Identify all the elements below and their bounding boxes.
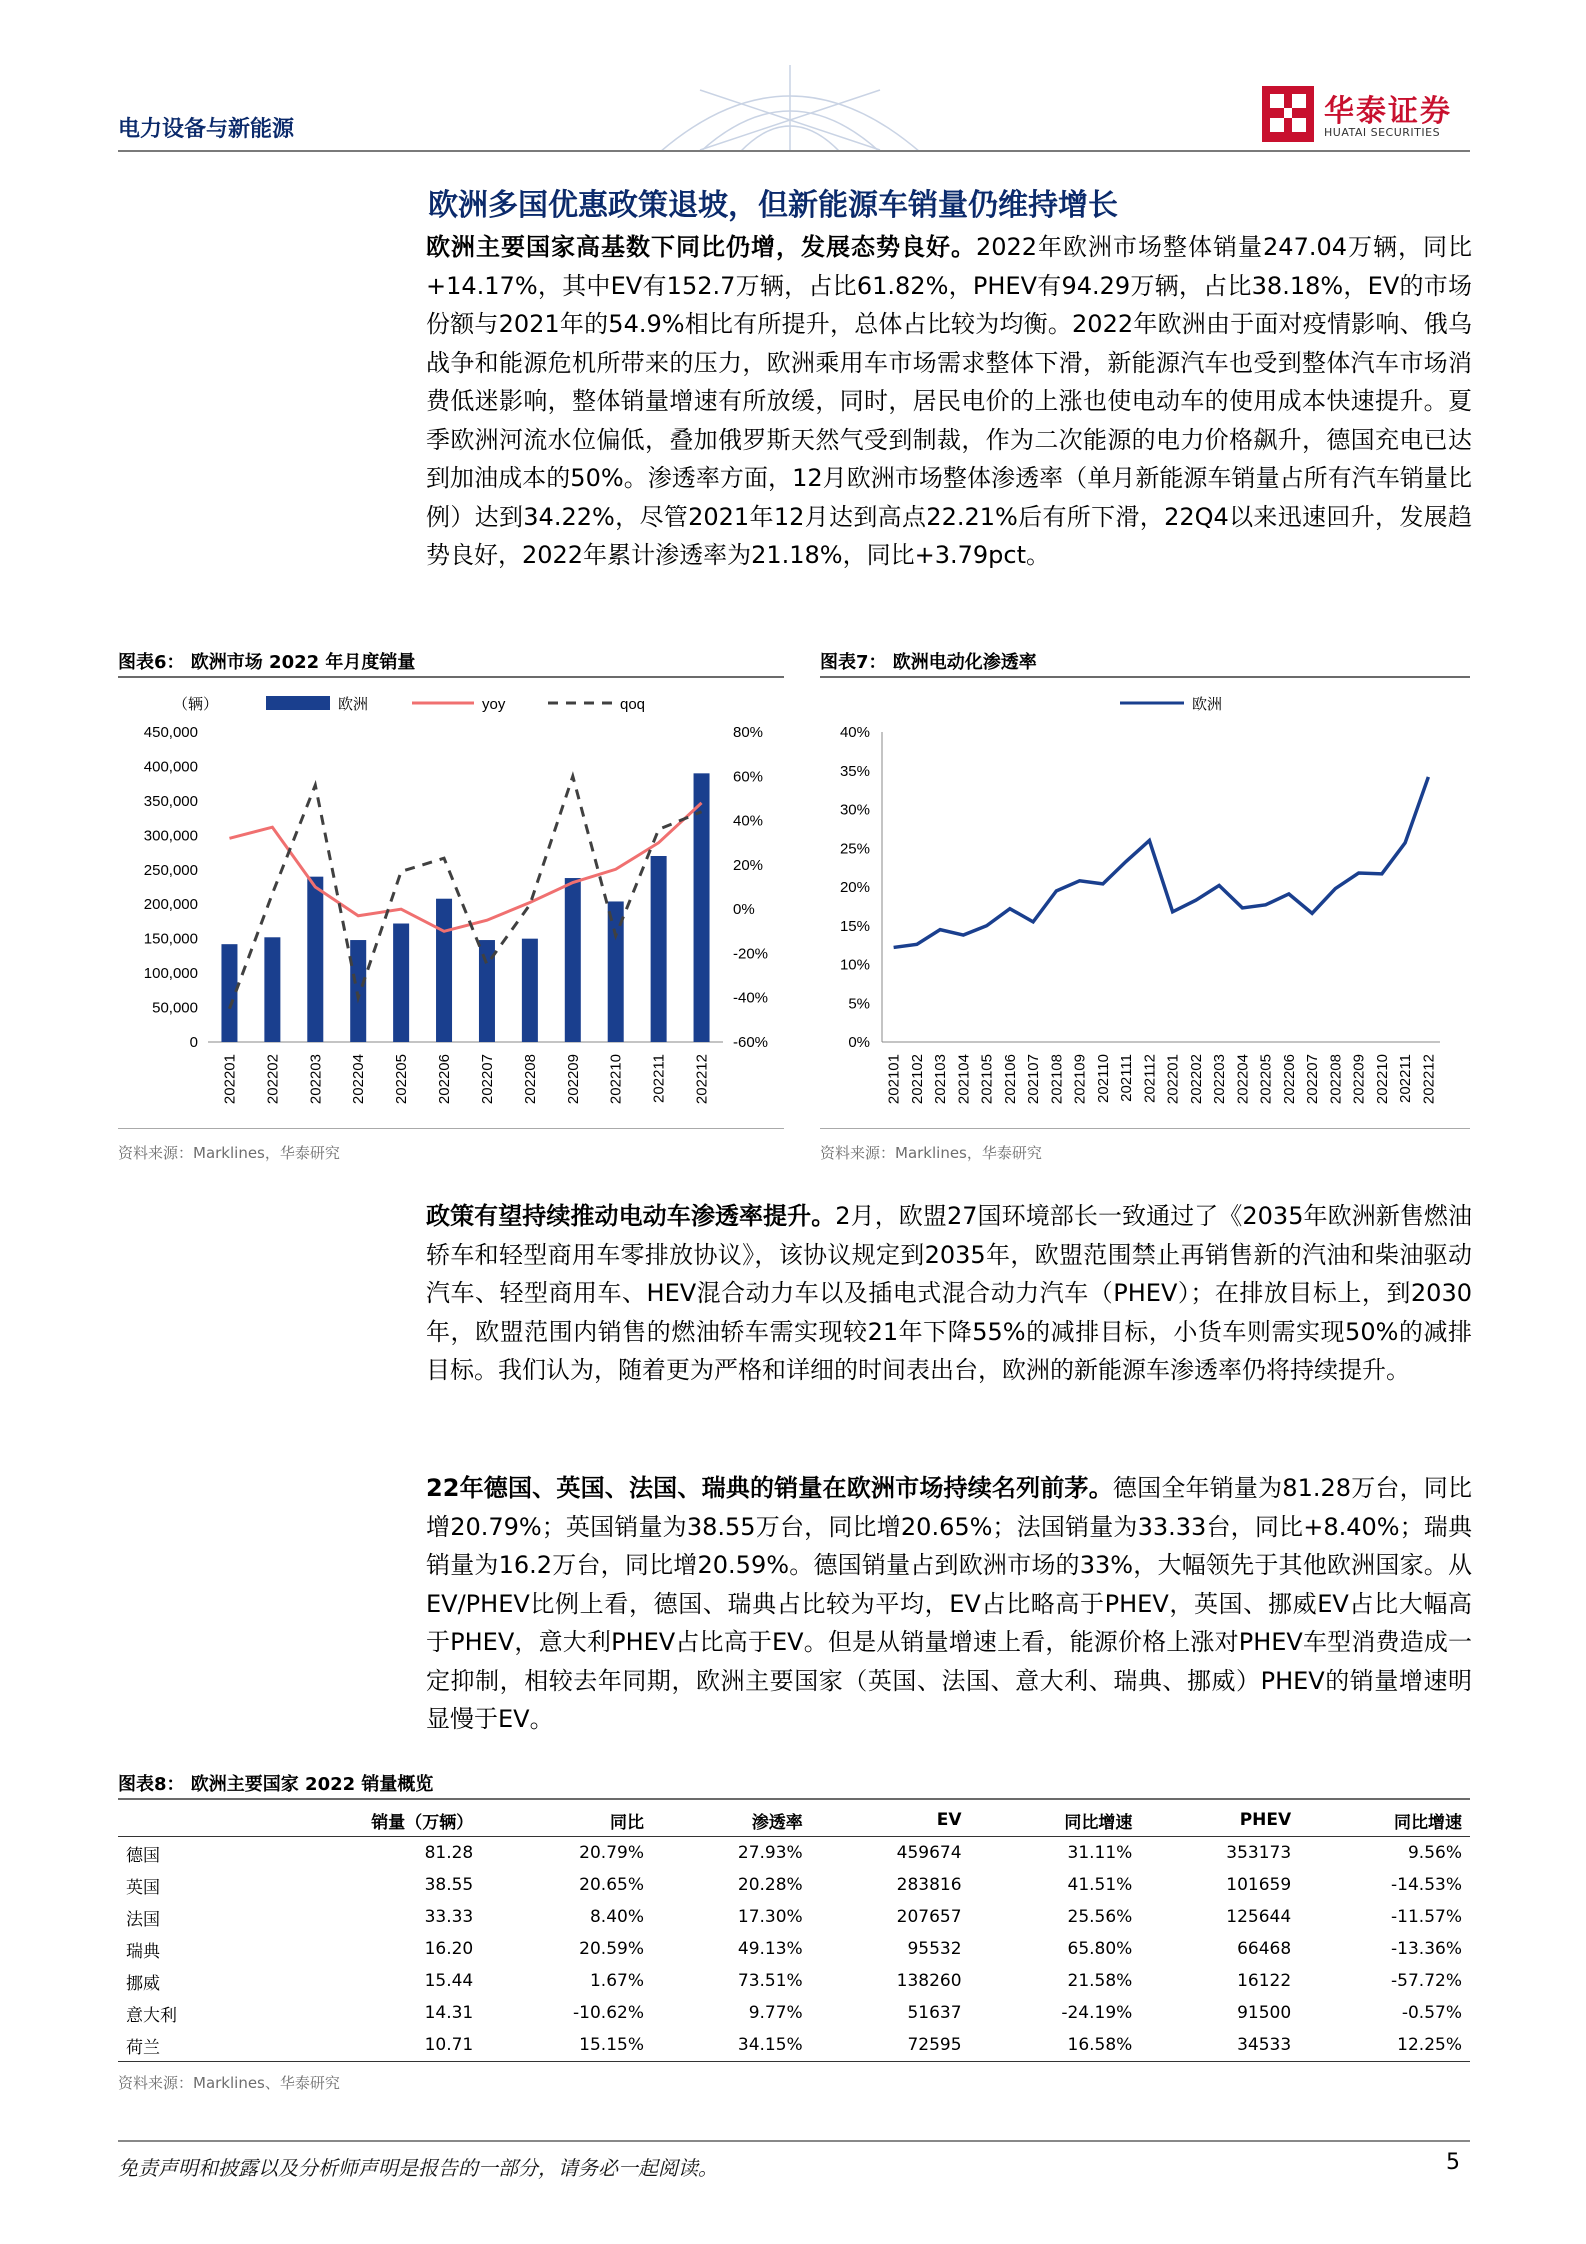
x-tick-label: 202109 xyxy=(1071,1054,1089,1105)
table-cell: 34533 xyxy=(1140,2029,1299,2062)
x-tick-label: 202107 xyxy=(1025,1054,1043,1105)
table-cell: 16122 xyxy=(1237,1971,1292,1991)
y-tick-label: 15% xyxy=(839,917,870,935)
table-cell: 12.25% xyxy=(1299,2029,1470,2062)
table-row xyxy=(118,1997,1470,2029)
y-tick-label-right: 80% xyxy=(733,724,764,741)
x-tick-label: 202212 xyxy=(693,1054,711,1105)
fig7-source: 资料来源：Marklines，华泰研究 xyxy=(820,1144,1042,1162)
page-number: 5 xyxy=(1446,2150,1460,2175)
x-tick-label: 202208 xyxy=(521,1054,539,1105)
penetration-rate-chart xyxy=(820,682,1470,1122)
penetration-line xyxy=(894,777,1429,948)
table-cell: 81.28 xyxy=(424,1843,474,1863)
y-tick-label-left: 50,000 xyxy=(152,999,198,1017)
paragraph-body: 2月，欧盟27国环境部长一致通过了《2035年欧洲新售燃油轿车和轻型商用车零排放协议》，该协议规定到2035年，欧盟范围禁止再销售新的汽油和柴油驱动汽车、轻型商用车、HEV混合动力车以及插电式混合动力汽车（PHEV）；在排放目标上，到2030年，欧盟范围内销售的燃油轿车需实现较21年下降55%的减排目标，小货车则需实现50%的减排目标。我们认为，随着更为严格和详细的时间表出台，欧洲的新能源车渗透率仍将持续提升。 xyxy=(426,1202,1473,1384)
fig6-source: 资料来源：Marklines，华泰研究 xyxy=(118,1144,340,1162)
table-cell: 283816 xyxy=(896,1875,962,1895)
x-tick-label: 202209 xyxy=(564,1054,582,1105)
country-cell: 英国 xyxy=(126,1877,160,1898)
y-tick-label-right: -20% xyxy=(733,945,769,963)
x-tick-label: 202211 xyxy=(650,1054,668,1103)
country-cell: 意大利 xyxy=(126,2005,177,2026)
table-cell: 8.40% xyxy=(589,1907,644,1927)
x-tick-label: 202103 xyxy=(932,1054,950,1105)
paragraph-lead: 欧洲主要国家高基数下同比仍增，发展态势良好。 xyxy=(426,233,976,261)
x-tick-label: 202212 xyxy=(1420,1054,1438,1105)
paragraph-policy xyxy=(426,1197,1472,1390)
table-cell: 34.15% xyxy=(652,2029,811,2062)
table-cell: 20.28% xyxy=(737,1875,803,1895)
table-cell: 16.58% xyxy=(970,2029,1141,2062)
table-cell: -14.53% xyxy=(1391,1875,1462,1895)
table-cell: 207657 xyxy=(896,1907,962,1927)
y-tick-label-right: -40% xyxy=(733,989,769,1007)
country-cell: 瑞典 xyxy=(126,1941,160,1962)
table8-title: 图表8： 欧洲主要国家 2022 销量概览 xyxy=(118,1774,434,1795)
table-row xyxy=(118,1837,1470,1870)
fig6-rule xyxy=(118,676,784,678)
x-tick-label: 202205 xyxy=(1257,1054,1275,1105)
table-header-cell: EV xyxy=(811,1804,970,1837)
sales-bar xyxy=(350,940,366,1042)
table-header-cell: 渗透率 xyxy=(652,1804,811,1837)
table-cell: 73.51% xyxy=(737,1971,803,1991)
y-tick-label: 40% xyxy=(839,724,870,741)
table-header-cell: 同比 xyxy=(481,1804,652,1837)
table-header-cell: 同比增速 xyxy=(1299,1804,1470,1837)
y-tick-label: 20% xyxy=(839,879,870,896)
x-tick-label: 202202 xyxy=(264,1054,282,1105)
y-tick-label-right: -60% xyxy=(733,1034,769,1051)
legend-label: 欧洲 xyxy=(1192,696,1223,713)
table-cell: -57.72% xyxy=(1391,1971,1462,1991)
huatai-logo xyxy=(1262,86,1472,146)
table-cell: -0.57% xyxy=(1401,2003,1462,2023)
table-cell: 41.51% xyxy=(1067,1875,1133,1895)
sales-bar xyxy=(436,899,452,1042)
table-cell: 66468 xyxy=(1237,1939,1292,1959)
table-cell: 16.20 xyxy=(424,1939,474,1959)
country-cell: 荷兰 xyxy=(118,2029,250,2062)
y-tick-label-right: 0% xyxy=(733,901,755,919)
country-cell: 德国 xyxy=(126,1845,160,1866)
y-tick-label: 0% xyxy=(848,1034,870,1051)
table-row xyxy=(118,2029,1470,2062)
fig7-bottom-rule xyxy=(820,1128,1470,1129)
y-tick-label-left: 250,000 xyxy=(143,861,198,879)
table-row xyxy=(118,1933,1470,1965)
table-cell: 125644 xyxy=(1226,1907,1292,1927)
y-tick-label-left: 200,000 xyxy=(143,896,198,914)
x-tick-label: 202204 xyxy=(350,1054,368,1105)
table-cell: 353173 xyxy=(1226,1843,1292,1863)
sales-bar xyxy=(393,924,409,1042)
table-cell: 14.31 xyxy=(424,2003,474,2023)
x-tick-label: 202203 xyxy=(1211,1054,1229,1105)
huatai-logo-icon xyxy=(1262,86,1314,142)
table-cell: -24.19% xyxy=(1061,2003,1133,2023)
table-cell: 33.33 xyxy=(424,1907,474,1927)
x-tick-label: 202108 xyxy=(1048,1054,1066,1105)
legend-swatch-bar xyxy=(266,696,330,710)
country-cell: 法国 xyxy=(126,1909,160,1930)
x-tick-label: 202206 xyxy=(1280,1054,1298,1105)
y-tick-label: 35% xyxy=(839,762,870,780)
legend-label: yoy xyxy=(482,696,506,713)
x-tick-label: 202210 xyxy=(607,1054,625,1105)
table-cell: 459674 xyxy=(896,1843,962,1863)
table-cell: -13.36% xyxy=(1391,1939,1462,1959)
sales-bar xyxy=(221,944,237,1042)
table-cell: -11.57% xyxy=(1391,1907,1462,1927)
table-cell: 21.58% xyxy=(1067,1971,1133,1991)
x-tick-label: 202211 xyxy=(1397,1054,1415,1103)
table-cell: 91500 xyxy=(1237,2003,1292,2023)
table-cell: 72595 xyxy=(811,2029,970,2062)
country-sales-table xyxy=(118,1804,1470,2062)
x-tick-label: 202112 xyxy=(1141,1054,1159,1103)
legend-label: qoq xyxy=(620,696,646,713)
x-tick-label: 202210 xyxy=(1373,1054,1391,1105)
table-row xyxy=(118,1869,1470,1901)
y-tick-label-left: 100,000 xyxy=(143,965,198,983)
table-cell: 10.71 xyxy=(250,2029,482,2062)
section-title: 欧洲多国优惠政策退坡，但新能源车销量仍维持增长 xyxy=(428,188,1118,223)
table-cell: 138260 xyxy=(896,1971,962,1991)
logo-text-cn: 华泰证券 xyxy=(1324,94,1452,129)
footer-disclaimer: 免责声明和披露以及分析师声明是报告的一部分，请务必一起阅读。 xyxy=(118,2156,718,2180)
y-tick-label-right: 40% xyxy=(733,812,764,830)
paragraph-europe-sales xyxy=(426,228,1472,575)
table-cell: 15.15% xyxy=(481,2029,652,2062)
table-header-cell: 同比增速 xyxy=(970,1804,1141,1837)
table8-rule xyxy=(118,1798,1470,1800)
y-tick-label: 25% xyxy=(839,840,870,858)
x-tick-label: 202203 xyxy=(307,1054,325,1105)
table-cell: 20.79% xyxy=(579,1843,644,1863)
table-cell: 31.11% xyxy=(1067,1843,1133,1863)
fig7-title: 图表7： 欧洲电动化渗透率 xyxy=(820,652,1037,673)
x-tick-label: 202202 xyxy=(1187,1054,1205,1105)
sales-bar xyxy=(307,877,323,1042)
y-tick-label-left: 300,000 xyxy=(143,827,198,845)
sales-bar xyxy=(651,856,667,1042)
table-cell: 101659 xyxy=(1226,1875,1292,1895)
x-tick-label: 202110 xyxy=(1094,1054,1112,1103)
header-decoration xyxy=(640,60,940,152)
sales-bar xyxy=(565,878,581,1042)
sales-bar xyxy=(264,937,280,1042)
x-tick-label: 202207 xyxy=(1304,1054,1322,1105)
table-cell: 20.59% xyxy=(579,1939,644,1959)
table-cell: 15.44 xyxy=(424,1971,474,1991)
table-row xyxy=(118,1901,1470,1933)
paragraph-lead: 政策有望持续推动电动车渗透率提升。 xyxy=(426,1202,836,1230)
fig6-title: 图表6： 欧洲市场 2022 年月度销量 xyxy=(118,652,416,673)
table-cell: 95532 xyxy=(907,1939,962,1959)
x-tick-label: 202102 xyxy=(908,1054,926,1105)
table-cell: 1.67% xyxy=(589,1971,644,1991)
table-cell: 49.13% xyxy=(737,1939,803,1959)
table-header-cell xyxy=(118,1804,250,1837)
x-tick-label: 202204 xyxy=(1234,1054,1252,1105)
y-tick-label-left: 0 xyxy=(189,1034,198,1051)
logo-text-en: HUATAI SECURITIES xyxy=(1324,126,1441,139)
y-axis-unit: （辆） xyxy=(173,696,219,713)
x-tick-label: 202209 xyxy=(1350,1054,1368,1105)
x-tick-label: 202101 xyxy=(885,1054,903,1105)
paragraph-body: 德国全年销量为81.28万台，同比增20.79%；英国销量为38.55万台，同比增20.65%；法国销量为33.33台，同比+8.40%；瑞典销量为16.2万台，同比增20.59%。德国销量占到欧洲市场的33%，大幅领先于其他欧洲国家。从EV/PHEV比例上看，德国、瑞典占比较为平均，EV占比略高于PHEV，英国、挪威EV占比大幅高于PHEV，意大利PHEV占比高于EV。但是从销量增速上看，能源价格上涨对PHEV车型消费造成一定抑制，相较去年同期，欧洲主要国家（英国、法国、意大利、瑞典、挪威）PHEV的销量增速明显慢于EV。 xyxy=(426,1474,1472,1733)
y-tick-label: 10% xyxy=(839,956,870,974)
table-cell: 38.55 xyxy=(424,1875,474,1895)
country-cell: 挪威 xyxy=(126,1973,160,1994)
paragraph-countries xyxy=(426,1469,1472,1739)
y-tick-label-left: 350,000 xyxy=(143,792,198,810)
legend-label: 欧洲 xyxy=(338,696,369,713)
x-tick-label: 202201 xyxy=(1164,1054,1182,1105)
x-tick-label: 202207 xyxy=(478,1054,496,1105)
y-tick-label-right: 60% xyxy=(733,768,764,786)
footer-rule xyxy=(118,2140,1470,2142)
x-tick-label: 202105 xyxy=(978,1054,996,1105)
x-tick-label: 202201 xyxy=(221,1054,239,1105)
paragraph-lead: 22年德国、英国、法国、瑞典的销量在欧洲市场持续名列前茅。 xyxy=(426,1474,1113,1502)
table8-source: 资料来源：Marklines、华泰研究 xyxy=(118,2074,340,2092)
y-tick-label-left: 150,000 xyxy=(143,930,198,948)
sales-bar xyxy=(522,939,538,1042)
table-row xyxy=(118,1965,1470,1997)
y-tick-label: 5% xyxy=(848,995,870,1013)
x-tick-label: 202111 xyxy=(1118,1054,1136,1102)
table-header-cell: 销量（万辆） xyxy=(250,1804,482,1837)
table-cell: 9.56% xyxy=(1407,1843,1462,1863)
table-cell: 65.80% xyxy=(1067,1939,1133,1959)
table-body xyxy=(118,1837,1470,2062)
y-tick-label: 30% xyxy=(839,801,870,819)
paragraph-body: 2022年欧洲市场整体销量247.04万辆，同比+14.17%，其中EV有152.7万辆，占比61.82%，PHEV有94.29万辆，占比38.18%，EV的市场份额与2021年的54.9%相比有所提升，总体占比较为均衡。2022年欧洲由于面对疫情影响、俄乌战争和能源危机所带来的压力，欧洲乘用车市场需求整体下滑，新能源汽车也受到整体汽车市场消费低迷影响，整体销量增速有所放缓，同时，居民电价的上涨也使电动车的使用成本快速提升。夏季欧洲河流水位偏低，叠加俄罗斯天然气受到制裁，作为二次能源的电力价格飙升，德国充电已达到加油成本的50%。渗透率方面，12月欧洲市场整体渗透率（单月新能源车销量占所有汽车销量比例）达到34.22%，尽管2021年12月达到高点22.21%后有所下滑，22Q4以来迅速回升，发展趋势良好，2022年累计渗透率为21.18%，同比+3.79pct。 xyxy=(426,233,1472,569)
fig6-bottom-rule xyxy=(118,1128,784,1129)
table-cell: 27.93% xyxy=(737,1843,803,1863)
x-tick-label: 202106 xyxy=(1001,1054,1019,1105)
table-cell: 20.65% xyxy=(579,1875,644,1895)
y-tick-label-left: 450,000 xyxy=(143,724,198,741)
y-tick-label-left: 400,000 xyxy=(143,758,198,776)
fig7-rule xyxy=(820,676,1470,678)
header-rule xyxy=(118,150,1470,152)
table-cell: 51637 xyxy=(907,2003,962,2023)
monthly-sales-chart xyxy=(118,682,784,1122)
x-tick-label: 202206 xyxy=(436,1054,454,1105)
x-tick-label: 202104 xyxy=(955,1054,973,1105)
table-header-cell: PHEV xyxy=(1140,1804,1299,1837)
x-tick-label: 202205 xyxy=(393,1054,411,1105)
table-cell: 25.56% xyxy=(1067,1907,1133,1927)
x-tick-label: 202208 xyxy=(1327,1054,1345,1105)
report-section-label: 电力设备与新能源 xyxy=(118,117,295,142)
y-tick-label-right: 20% xyxy=(733,856,764,874)
table-header-row xyxy=(118,1804,1470,1837)
table-cell: 9.77% xyxy=(748,2003,803,2023)
qoq-line xyxy=(229,776,701,1009)
table-cell: -10.62% xyxy=(573,2003,644,2023)
table-cell: 17.30% xyxy=(737,1907,803,1927)
